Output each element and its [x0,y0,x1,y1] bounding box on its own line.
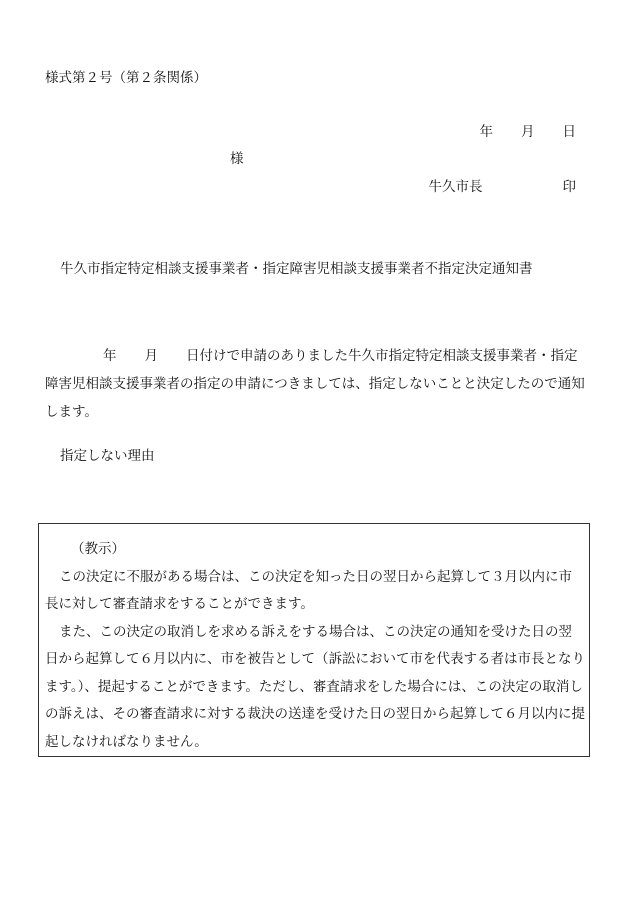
notice-heading: （教示） [71,541,125,557]
issuer-name: 牛久市長 [428,179,483,195]
body-month: 月 [144,348,158,364]
date-month: 月 [521,124,535,140]
issuer-line [429,181,577,195]
date-year: 年 [479,124,493,140]
reason-label: 指定しない理由 [60,448,155,464]
date-day: 日 [562,124,576,140]
notice-paragraph-1: この決定に不服がある場合は、この決定を知った日の翌日から起算して３月以内に市長に対して審査請求をすることができます。 [45,568,572,612]
seal-mark: 印 [562,179,576,195]
body-year: 年 [103,348,117,364]
notice-paragraph-2: また、この決定の取消しを求める訴えをする場合は、この決定の通知を受けた日の翌日から起算して６月以内に、市を被告として（訴訟において市を代表する者は市長となります。）、提起することができます。ただし、審査請求をした場合には、この決定の取消しの訴えは、その審査請求に対する裁決の送達を受けた日の翌日から起算して６月以内に提起しなければなりません。 [45,623,585,750]
date-line [480,126,577,140]
body-text: 日付けで申請のありました牛久市指定特定相談支援事業者・指定障害児相談支援事業者の指定の申請につきましては、指定しないことと決定したので通知します。 [45,348,585,420]
form-number: 様式第２号（第２条関係） [45,70,207,86]
appeal-notice-box [38,523,590,757]
addressee-suffix: 様 [230,151,244,167]
document-title: 牛久市指定特定相談支援事業者・指定障害児相談支援事業者不指定決定通知書 [60,261,533,277]
body-paragraph [45,342,585,426]
